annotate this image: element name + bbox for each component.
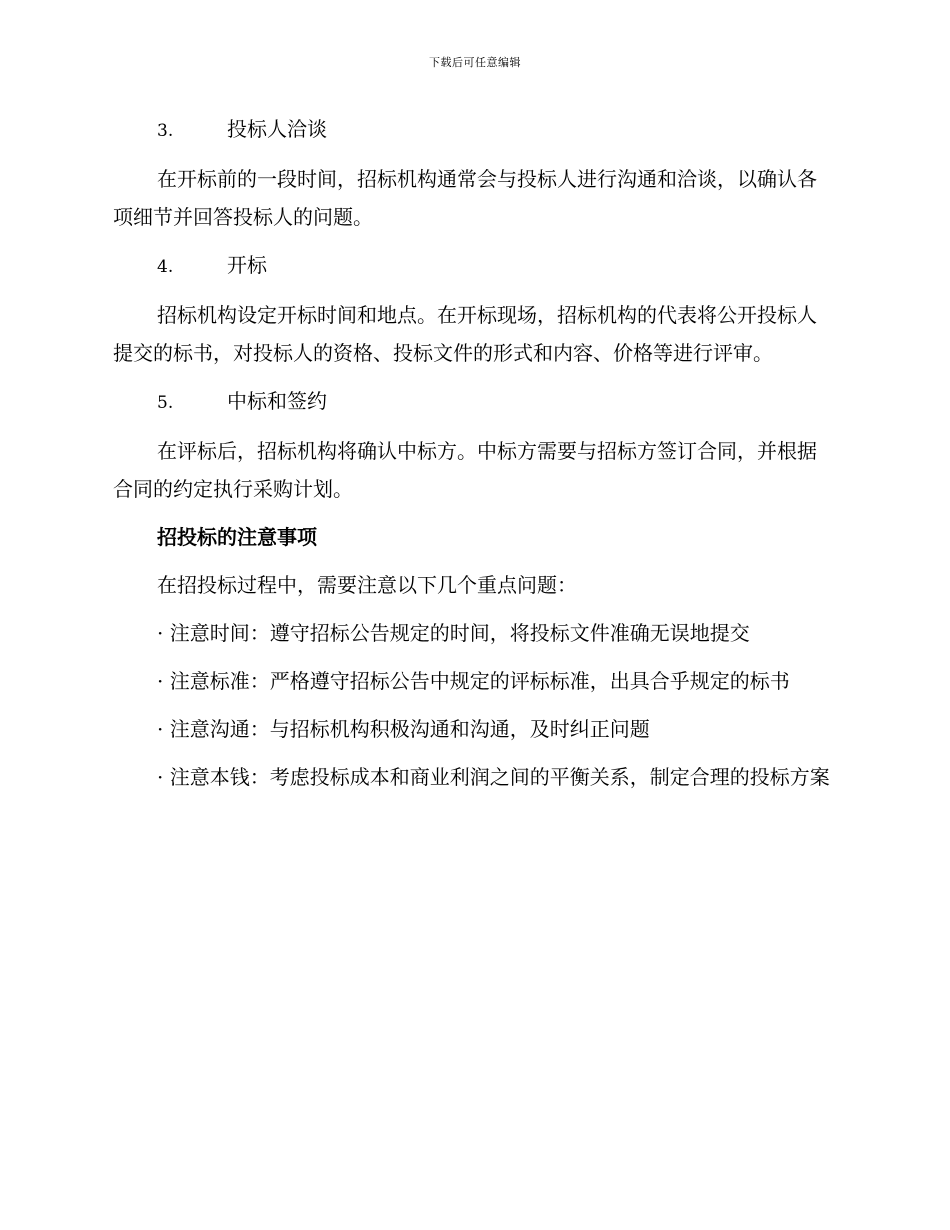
notes-intro: 在招投标过程中，需要注意以下几个重点问题：: [157, 573, 577, 597]
note-item-cost: · 注意本钱：考虑投标成本和商业利润之间的平衡关系，制定合理的投标方案: [157, 765, 830, 789]
notes-heading: 招投标的注意事项: [157, 525, 317, 549]
section-paragraph-4: 招标机构设定开标时间和地点。在开标现场，招标机构的代表将公开投标人提交的标书，对投标人的资格、投标文件的形式和内容、价格等进行评审。: [113, 303, 817, 365]
section-heading-4: [113, 246, 831, 286]
section-paragraph-3: 在开标前的一段时间，招标机构通常会与投标人进行沟通和洽谈，以确认各项细节并回答投标人的问题。: [113, 167, 817, 229]
note-item-standard: · 注意标准：严格遵守招标公告中规定的评标标准，出具合乎规定的标书: [157, 669, 790, 693]
section-title: 中标和签约: [227, 389, 327, 413]
section-title: 投标人洽谈: [227, 117, 327, 141]
section-heading-5: [113, 382, 831, 422]
note-item-communication: · 注意沟通：与招标机构积极沟通和沟通，及时纠正问题: [157, 717, 650, 741]
page-header: 下载后可任意编辑: [429, 56, 521, 69]
section-paragraph-5: 在评标后，招标机构将确认中标方。中标方需要与招标方签订合同，并根据合同的约定执行采购计划。: [113, 439, 817, 501]
section-number: 5.: [157, 393, 174, 413]
section-heading-3: [113, 110, 831, 150]
section-title: 开标: [227, 253, 267, 277]
document-body: [113, 110, 831, 806]
section-number: 4.: [157, 257, 174, 277]
section-number: 3.: [157, 121, 174, 141]
note-item-time: · 注意时间：遵守招标公告规定的时间，将投标文件准确无误地提交: [157, 621, 750, 645]
